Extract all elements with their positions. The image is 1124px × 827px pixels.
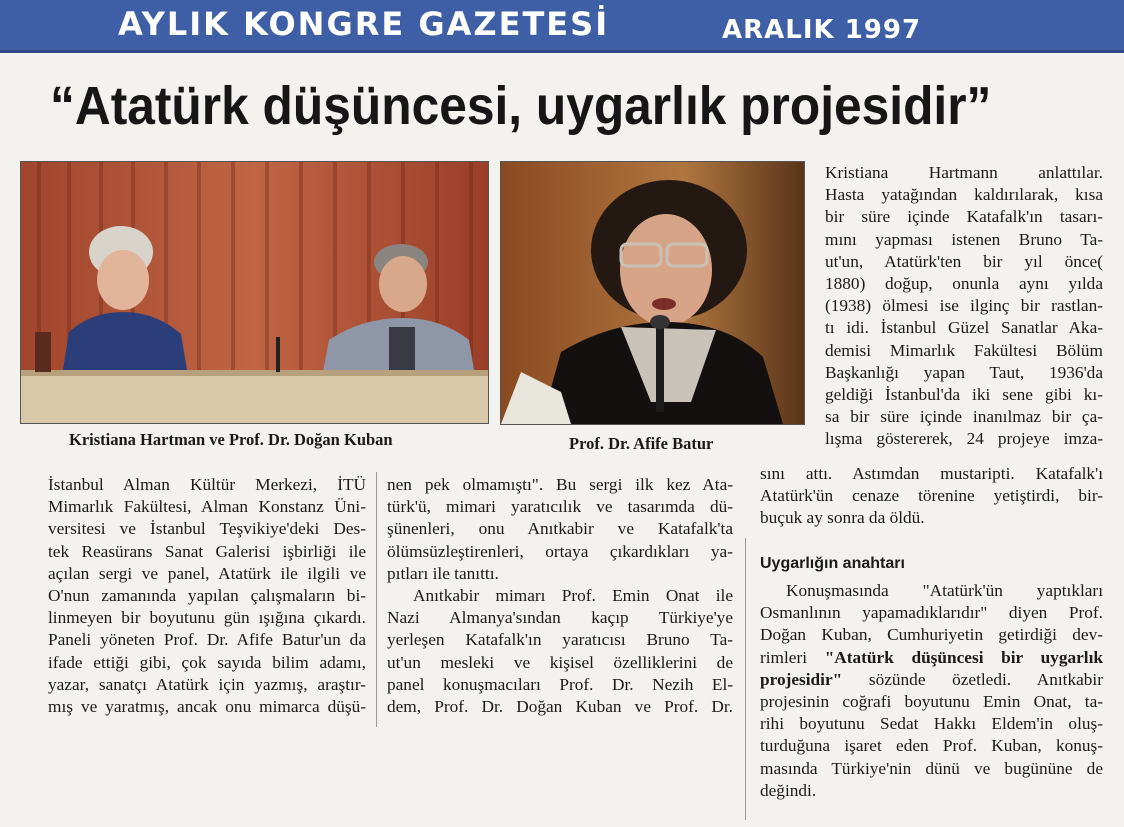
- text-line: Kristiana Hartmann anlattılar.: [825, 163, 1103, 182]
- column-divider: [376, 472, 377, 727]
- text-line: projesinin coğrafi boyutunu Emin Onat, ta-: [760, 692, 1103, 712]
- text-line: linmeyen bir boyutunu gün ışığına çıkardı.: [48, 608, 366, 628]
- text-line: İstanbul Alman Kültür Merkezi, İTÜ: [48, 475, 366, 494]
- article-column-1: [48, 474, 366, 718]
- article-headline: “Atatürk düşüncesi, uygarlık projesidir”: [50, 76, 992, 136]
- text-line: rihi boyutunu Sedat Hakkı Eldem'in oluş-: [760, 714, 1103, 734]
- text-line: Konuşmasında "Atatürk'ün yaptıkları: [786, 581, 1103, 600]
- text-fragment: sözünde özetledi. Anıtkabir: [842, 669, 1103, 689]
- newspaper-title: AYLIK KONGRE GAZETESİ: [118, 5, 610, 43]
- bold-quote-end: projesidir": [760, 669, 843, 689]
- section-subhead: Uygarlığın anahtarı: [760, 555, 905, 572]
- text-line: mış ve yaratmış, ancak onu mimarca düşü-: [48, 697, 366, 717]
- text-line: Anıtkabir mimarı Prof. Emin Onat ile: [413, 586, 733, 606]
- photo-panelists: [20, 161, 489, 424]
- text-line: ifade ettiği gibi, çok sayıda bilim adamı,: [48, 652, 366, 672]
- text-line: ut'un mesleki ve kişisel özelliklerini de: [387, 652, 733, 672]
- text-line: [760, 669, 1103, 691]
- text-line: Doğan Kuban, Cumhuriyetin getirdiği dev-: [760, 625, 1103, 645]
- text-line: turduğuna işaret eden Prof. Kuban, konuş-: [760, 736, 1103, 756]
- text-line: 1880) doğup, onunla aynı yılda: [825, 274, 1103, 294]
- text-fragment: rimleri: [760, 647, 808, 667]
- text-line: ölümsüzleştirenleri, ortaya çıkardıkları ya-: [387, 541, 733, 561]
- text-line: mını yapması istenen Bruno Ta-: [825, 229, 1103, 249]
- text-line: Paneli yöneten Prof. Dr. Afife Batur'un da: [48, 630, 366, 650]
- text-line: türk'ü, mimari yaratıcılık ve tasarımda dü-: [387, 497, 733, 517]
- text-line: lışma göstererek, 24 projeye imza-: [825, 429, 1103, 449]
- photo-speaker: [500, 161, 805, 425]
- masthead-bar: [0, 0, 1124, 53]
- text-line: bir süre içinde Katafalk'ın tasarı-: [825, 207, 1103, 227]
- text-line: geldiği İstanbul'da iki sene gibi kı-: [825, 385, 1103, 405]
- text-line: buçuk ay sonra da öldü.: [760, 508, 925, 528]
- photo-panelists-image: [21, 162, 488, 423]
- bold-quote: "Atatürk düşüncesi bir uygarlık: [824, 647, 1103, 667]
- text-line: O'nun zamanında yapılan çalışmaların bi-: [48, 586, 366, 606]
- column-divider: [745, 538, 746, 820]
- text-line: dem, Prof. Dr. Doğan Kuban ve Prof. Dr.: [387, 697, 733, 717]
- article-column-3-bottom: [760, 580, 1103, 802]
- text-line: Başkanlığı yapan Taut, 1936'da: [825, 362, 1103, 382]
- text-line: Atatürk'ün cenaze törenine yetiştirdi, bir-: [760, 486, 1103, 506]
- article-column-2: [387, 474, 733, 718]
- article-column-3-wide: [760, 463, 1103, 530]
- text-line: pıtları ile tanıttı.: [387, 563, 499, 583]
- text-line: değindi.: [760, 780, 817, 800]
- text-line: panel konuşmacıları Prof. Dr. Nezih El-: [387, 674, 733, 694]
- photo-caption-panelists: Kristiana Hartman ve Prof. Dr. Doğan Kuban: [69, 430, 393, 449]
- text-line: sa bir süre içinde inanılmaz bir ça-: [825, 407, 1103, 427]
- text-line: demisi Mimarlık Fakültesi Bölüm: [825, 340, 1103, 360]
- issue-date: ARALIK 1997: [722, 15, 922, 45]
- photo-speaker-image: [501, 162, 804, 424]
- text-line: Osmanlının yapamadıklarıdır" diyen Prof.: [760, 603, 1103, 623]
- text-line-with-bold-quote: [760, 647, 1103, 669]
- text-line: tek Reasürans Sanat Galerisi işbirliği ile: [48, 541, 366, 561]
- text-line: sını attı. Astımdan mustaripti. Katafalk'ı: [760, 464, 1103, 483]
- text-line: yerleşen Katafalk'ın yaratıcısı Bruno Ta-: [387, 630, 733, 650]
- text-line: Hasta yatağından kaldırılarak, kısa: [825, 185, 1103, 205]
- text-line: Mimarlık Fakültesi, Alman Konstanz Üni-: [48, 497, 366, 517]
- text-line: versitesi ve İstanbul Teşvikiye'deki Des-: [48, 519, 366, 539]
- text-line: ut'un, Atatürk'ten bir yıl önce(: [825, 251, 1103, 271]
- text-line: (1938) ölmesi ise ilginç bir rastlan-: [825, 296, 1103, 316]
- text-line: yazar, sanatçı Atatürk için yazmış, araştır-: [48, 674, 366, 694]
- text-line: masında Türkiye'nin dünü ve bugününe de: [760, 758, 1103, 778]
- article-column-3-top: [825, 162, 1103, 451]
- text-line: tı idi. İstanbul Güzel Sanatlar Aka-: [825, 318, 1103, 338]
- text-line: Nazi Almanya'sından kaçıp Türkiye'ye: [387, 608, 733, 628]
- text-line: açılan sergi ve panel, Atatürk ile ilgili ve: [48, 563, 366, 583]
- text-line: nen pek olmamıştı". Bu sergi ilk kez Ata-: [387, 475, 733, 494]
- photo-caption-speaker: Prof. Dr. Afife Batur: [569, 434, 714, 453]
- text-line: şünenleri, onu Anıtkabir ve Katafalk'ta: [387, 519, 733, 539]
